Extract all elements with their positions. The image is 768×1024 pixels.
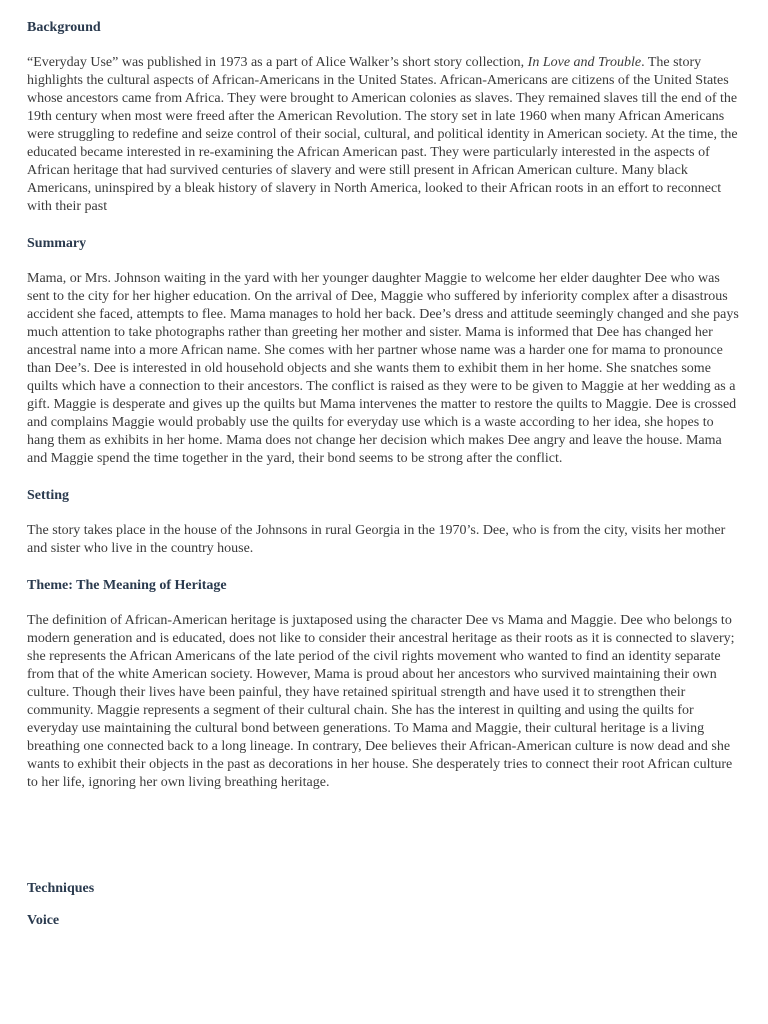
- book-title: In Love and Trouble: [527, 55, 642, 70]
- summary-paragraph: Mama, or Mrs. Johnson waiting in the yard with her younger daughter Maggie to welcome her elder daughter Dee who was sent to the city for her higher education. On the arrival of Dee, Maggie who suffered by inferiority complex after a disastrous accident she faced, attempts to flee. Mama manages to hold her back. Dee’s dress and attitude seemingly changed and she pays much attention to take photographs rather than greeting her mother and sister. Mama is informed that Dee has changed her ancestral name into a more African name. She comes with her partner whose name was a harder one for mama to pronounce than Dee’s. Dee is interested in old household objects and she wants them to exhibit them in her home. She snatches some quilts which have a connection to their ancestors. The conflict is raised as they were to be given to Maggie at her wedding as a gift. Maggie is desperate and gives up the quilts but Mama intervenes the matter to restore the quilts to Maggie. Dee is crossed and complains Maggie would probably use the quilts for everyday use which is a waste according to her idea, she hopes to hang them as exhibits in her home. Mama does not change her decision which makes Dee angry and leave the house. Mama and Maggie spend the time together in the yard, their bond seems to be strong after the conflict.: [27, 271, 739, 466]
- voice-heading: Voice: [27, 913, 60, 928]
- background-text-start: “Everyday Use” was published in 1973 as a part of Alice Walker’s short story collection,: [27, 55, 528, 70]
- theme-paragraph: The definition of African-American heritage is juxtaposed using the character Dee vs Mama and Maggie. Dee who belongs to modern generation and is educated, does not like to consider their ancestral heritage as their roots as it is connected to slavery; she represents the African Americans of the late period of the civil rights movement who wanted to find an identity separate from that of the white American society. However, Mama is proud about her ancestors who survived maintaining their own culture. Though their lives have been painful, they have retained spiritual strength and have used it to strengthen their community. Maggie represents a segment of their cultural chain. She has the interest in quilting and using the quilts for everyday use maintaining the cultural bond between generations. To Mama and Maggie, their cultural heritage is a living breathing one connected back to a long lineage. In contrary, Dee believes their African-American culture is now dead and she wants to exhibit their objects in the past as decorations in her house. She desperately tries to connect their root African culture to her life, ignoring her own living breathing heritage.: [27, 613, 735, 790]
- background-heading: Background: [27, 20, 101, 35]
- setting-heading: Setting: [27, 488, 69, 503]
- summary-heading: Summary: [27, 236, 87, 251]
- background-text-end: . The story highlights the cultural aspects of African-Americans in the United States. African-Americans are citizens of the United States whose ancestors came from Africa. They were brought to American colonies as slaves. They remained slaves till the end of the 19th century when most were freed after the American Revolution. The story set in late 1960 when many African Americans were struggling to redefine and seize control of their social, cultural, and political identity in American society. At the time, the educated became interested in re-examining the African American past. They were particularly interested in the aspects of African heritage that had survived centuries of slavery and were still present in African American culture. Many black Americans, uninspired by a bleak history of slavery in North America, looked to their African roots in an effort to reconnect with their past: [27, 55, 738, 214]
- techniques-heading: Techniques: [27, 881, 95, 896]
- background-paragraph: [27, 54, 743, 216]
- setting-paragraph: The story takes place in the house of the Johnsons in rural Georgia in the 1970’s. Dee, who is from the city, visits her mother and sister who live in the country house.: [27, 523, 726, 556]
- document-page: [27, 18, 743, 931]
- theme-heading: Theme: The Meaning of Heritage: [27, 578, 227, 593]
